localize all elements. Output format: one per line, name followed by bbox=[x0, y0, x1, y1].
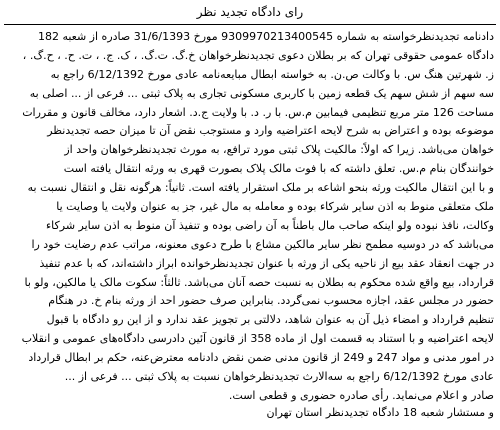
text-line: قرارداد، بیع واقع شده محکوم به بطلان به نسبت حصه آنان می‌باشد. ثالثاً: سکوت مالک یا مالکین، ولو با bbox=[24, 275, 494, 289]
text-line: در جهت انعقاد عقد بیع از ناحیه یکی از ورثه با عنوان تجدیدنظرخوانده ابراز داشته‌اند، که با عدم تنفیذ bbox=[39, 256, 494, 270]
text-line: موضوعه بوده و اعتراض به شرح لایحه اعتراضیه وارد و مستوجب نقض آن تا میزان حصه تجدیدنظر bbox=[47, 124, 494, 138]
text-line: و با این انتقال مالکیت ورثه بنحو اشاعه بر ملک استقرار یافته است. ثانیاً: هرگونه نقل و انتقال نسبت به bbox=[27, 181, 494, 195]
text-line: خوانندگان بنام م.س. تعلق داشته که با فوت مالک پلاک بصورت قهری به ورثه انتقال یافته است bbox=[63, 162, 494, 176]
signature-line: و مستشار شعبه 18 دادگاه تجدیدنظر استان تهران bbox=[266, 406, 494, 419]
title-divider bbox=[4, 24, 496, 25]
text-line: خواهان می‌باشد. زیرا که اولاً: مالکیت پلاک ثبتی مورد ترافع، به مورث تجدیدنظرخواهان واحد از bbox=[64, 143, 494, 157]
text-line: دادنامه تجدیدنظرخواسته به شماره 9309970213400545 مورخ 31/6/1393 صادره از شعبه 182 bbox=[37, 30, 494, 43]
text-line: لایحه اعتراضیه و با استناد به قسمت اول از ماده 358 از قانون آئین دادرسی دادگاه‌های عمومی و انقلاب bbox=[21, 332, 494, 346]
text-line: عادی مورخ 6/12/1392 راجع به سه‌الارث تجدیدنظرخواهان نسبت به پلاک ثبتی ... فرعی از ... bbox=[64, 370, 494, 384]
text-line: می‌باشد که در دوسیه مطمح نظر سایر مالکین مشاع با طرح دعوی معنونه، مراتب عدم رضایت خود را bbox=[31, 237, 494, 251]
text-line: وکالت، نافذ نبوده ولو اینکه صاحب مال باطناً به آن راضی بوده و تنفیذ آن منوط به اذن سایر شرکاء bbox=[46, 218, 494, 232]
text-line: تنظیم قرارداد و امضاء ذیل آن به عنوان شاهد، دلالتی بر تجویز عقد ندارد و از این رو دادگاه با قبول bbox=[46, 313, 494, 327]
text-line: مساحت 126 متر مربع تنظیمی فیمابین م.س. با ر. د. با ولایت ج.د. اشعار دارد، مخالف قانون و مقررات bbox=[22, 105, 494, 119]
text-line: ز. شهرتین هنگ س. با وکالت ص.ن. به خواسته ابطال مبایعه‌نامه عادی مورخ 6/12/1392 راجع به bbox=[50, 67, 494, 81]
text-line: صادر و اعلام می‌نماید. رأی صادره حضوری و قطعی است. bbox=[228, 388, 494, 402]
text-line: دادگاه عمومی حقوقی تهران که بر بطلان دعوی تجدیدنظرخواهان خ.گ. ت.گ. ، ک. ج. ، ت. ح. ، ح.گ. ، bbox=[22, 48, 494, 62]
text-line: سه سهم از شش سهم یک قطعه زمین با کاربری مسکونی تجاری به پلاک ثبتی ... فرعی از ... اصلی به bbox=[29, 86, 494, 100]
text-line: ملک متعلقی منوط به اذن سایر شرکاء بوده و معامله به مال غیر، جز به عنوان ولایت یا وصایت یا bbox=[56, 200, 494, 214]
document-body bbox=[6, 28, 494, 406]
text-line: حضور در مجلس عقد، اجازه محسوب نمی‌گردد. بنابراین صرف حضور احد از ورثه بنام خ. در هنگام bbox=[48, 294, 494, 308]
page-title: رای دادگاه تجدید نظر bbox=[196, 5, 304, 19]
text-line: در امور مدنی و مواد 247 و 249 از قانون مدنی ضمن نقض دادنامه معترض‌عنه، حکم بر ابطال قرارداد bbox=[28, 351, 494, 365]
